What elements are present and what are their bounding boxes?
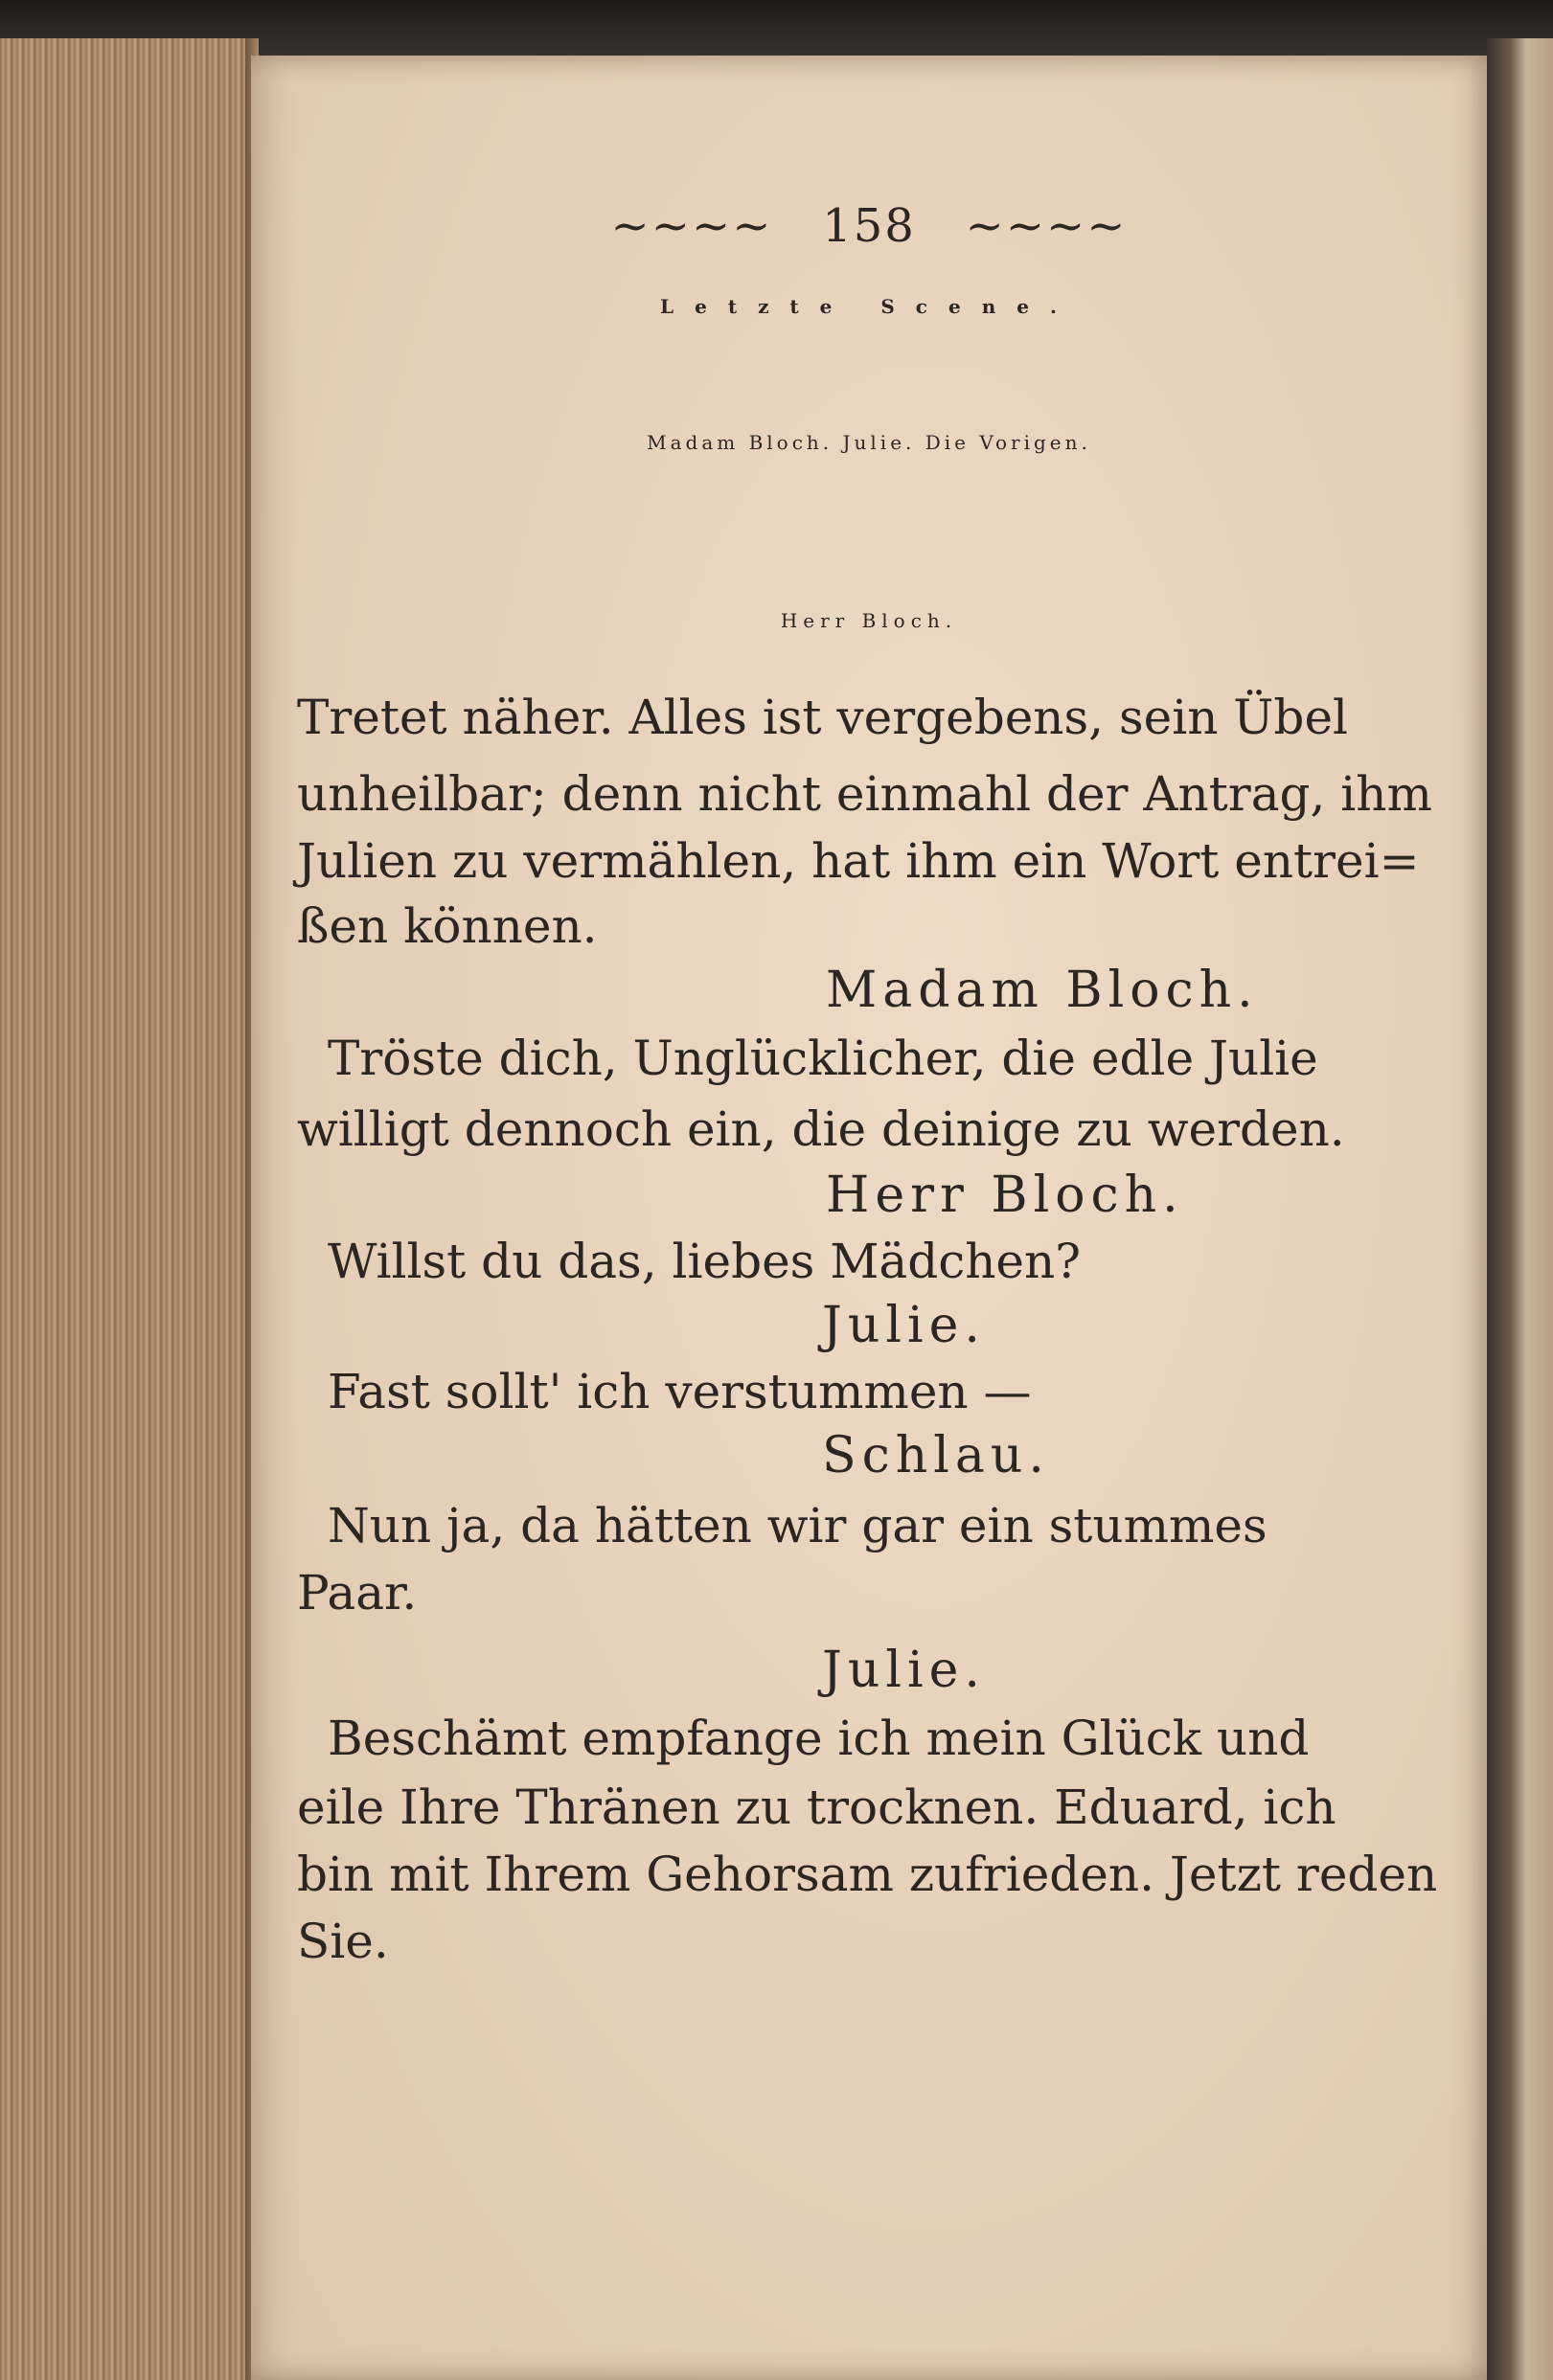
dialogue-line: unheilbar; denn nicht einmahl der Antrag, ihm bbox=[297, 766, 1432, 822]
cast-list: Madam Bloch. Julie. Die Vorigen. bbox=[647, 431, 1091, 454]
page-number-ornament-left: ~~~~ bbox=[610, 199, 773, 253]
dialogue-line: ßen können. bbox=[297, 898, 598, 954]
page-edges-left bbox=[0, 38, 259, 2380]
dialogue-line: eile Ihre Thränen zu trocknen. Eduard, ich bbox=[297, 1779, 1336, 1835]
scene-title: Letzte Scene. bbox=[660, 295, 1078, 318]
speaker-name: Madam Bloch. bbox=[826, 962, 1259, 1019]
dialogue-line: Fast sollt' ich verstummen — bbox=[328, 1364, 1032, 1419]
speaker-name: Herr Bloch. bbox=[826, 1167, 1184, 1224]
dialogue-line: Nun ja, da hätten wir gar ein stummes bbox=[328, 1498, 1268, 1553]
speaker-name: Julie. bbox=[822, 1297, 986, 1354]
page-number-ornament-right: ~~~~ bbox=[965, 199, 1128, 253]
dialogue-line: Julien zu vermählen, hat ihm ein Wort entrei= bbox=[297, 833, 1420, 889]
book-page bbox=[251, 56, 1487, 2380]
dialogue-line: Sie. bbox=[297, 1914, 389, 1969]
dialogue-line: Tröste dich, Unglücklicher, die edle Julie bbox=[328, 1031, 1318, 1086]
page-number bbox=[251, 199, 1487, 253]
dialogue-line: willigt dennoch ein, die deinige zu werden. bbox=[297, 1101, 1345, 1157]
dialogue-line: Paar. bbox=[297, 1565, 418, 1621]
dialogue-line: bin mit Ihrem Gehorsam zufrieden. Jetzt reden bbox=[297, 1847, 1438, 1902]
dialogue-line: Tretet näher. Alles ist vergebens, sein Übel bbox=[297, 690, 1349, 745]
book-right-edge bbox=[1487, 38, 1553, 2380]
speaker-name: Schlau. bbox=[822, 1427, 1050, 1485]
dialogue-line: Beschämt empfange ich mein Glück und bbox=[328, 1711, 1310, 1766]
speaker-name: Julie. bbox=[822, 1642, 986, 1699]
page-number-value: 158 bbox=[822, 199, 916, 253]
speaker-name: Herr Bloch. bbox=[780, 609, 958, 632]
dialogue-line: Willst du das, liebes Mädchen? bbox=[328, 1234, 1082, 1289]
